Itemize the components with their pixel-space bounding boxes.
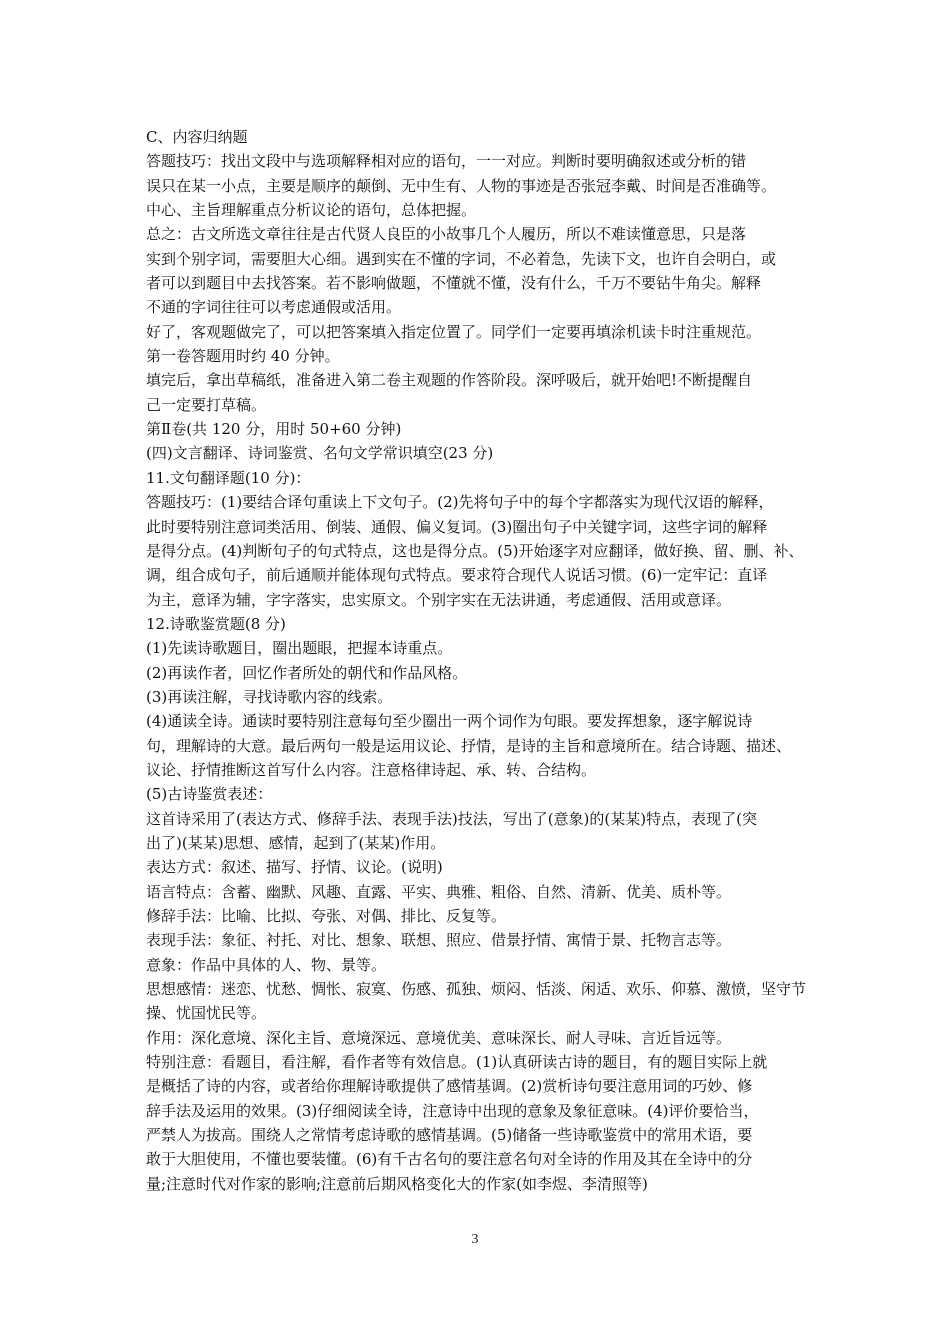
- section-heading: C、内容归纳题: [146, 128, 248, 146]
- text-line: 者可以到题目中去找答案。若不影响做题，不懂就不懂，没有什么，千万不要钻牛角尖。解释: [146, 274, 762, 293]
- text-line: 己一定要打草稿。: [146, 395, 267, 414]
- text-line: 表达方式：叙述、描写、抒情、议论。(说明): [146, 858, 443, 877]
- text-line: 填完后，拿出草稿纸，准备进入第二卷主观题的作答阶段。深呼吸后，就开始吧!不断提醒自: [146, 371, 753, 390]
- section-heading: 第Ⅱ卷(共 120 分，用时 50+60 分钟): [146, 420, 402, 439]
- text-line: 语言特点：含蓄、幽默、风趣、直露、平实、典雅、粗俗、自然、清新、优美、质朴等。: [146, 882, 732, 901]
- text-line: 答题技巧：(1)要结合译句重读上下文句子。(2)先将句子中的每个字都落实为现代汉语的解释，: [146, 493, 774, 512]
- text-line: 句，理解诗的大意。最后两句一般是运用议论、抒情，是诗的主旨和意境所在。结合诗题、描述、: [146, 736, 792, 755]
- text-line: 这首诗采用了(表达方式、修辞手法、表现手法)技法，写出了(意象)的(某某)特点，表现了(突: [146, 809, 757, 828]
- text-line: 议论、抒情推断这首写什么内容。注意格律诗起、承、转、合结构。: [146, 760, 597, 779]
- text-line: 调，组合成句子，前后通顺并能体现句式特点。要求符合现代人说话习惯。(6)一定牢记：直译: [146, 566, 768, 585]
- text-line: 好了，客观题做完了，可以把答案填入指定位置了。同学们一定要再填涂机读卡时注重规范。: [146, 322, 762, 341]
- text-line: 总之：古文所选文章往往是古代贤人良臣的小故事几个人履历，所以不难读懂意思，只是落: [146, 225, 747, 244]
- text-line: 作用：深化意境、深化主旨、意境深远、意境优美、意味深长、耐人寻味、言近旨远等。: [146, 1028, 732, 1047]
- text-line: 不通的字词往往可以考虑通假或活用。: [146, 298, 402, 317]
- text-line: 是得分点。(4)判断句子的句式特点，这也是得分点。(5)开始逐字对应翻译，做好换、留、删、补、: [146, 541, 804, 560]
- text-line: 出了)(某某)思想、感情，起到了(某某)作用。: [146, 833, 446, 852]
- text-line: 严禁人为拔高。围绕人之常情考虑诗歌的感情基调。(5)储备一些诗歌鉴赏中的常用术语，要: [146, 1126, 753, 1145]
- text-line: 操、忧国忧民等。: [146, 1004, 267, 1023]
- text-line: 量;注意时代对作家的影响;注意前后期风格变化大的作家(如李煜、李清照等): [146, 1174, 648, 1193]
- text-line: (5)古诗鉴赏表述：: [146, 785, 273, 804]
- text-line: 敢于大胆使用，不懂也要装懂。(6)有千古名句的要注意名句对全诗的作用及其在全诗中的分: [146, 1150, 753, 1169]
- page-number: 3: [471, 1232, 479, 1247]
- text-line: 此时要特别注意词类活用、倒装、通假、偏义复词。(3)圈出句子中关键字词，这些字词的解释: [146, 517, 768, 536]
- text-line: 实到个别字词，需要胆大心细。遇到实在不懂的字词，不必着急，先读下文，也许自会明白，或: [146, 249, 777, 268]
- document-body: [146, 125, 818, 1196]
- text-line: 意象：作品中具体的人、物、景等。: [146, 955, 387, 974]
- text-line: 修辞手法：比喻、比拟、夸张、对偶、排比、反复等。: [146, 907, 507, 925]
- text-line: 答题技巧：找出文段中与选项解释相对应的语句，一一对应。判断时要明确叙述或分析的错: [146, 152, 747, 171]
- text-line: 表现手法：象征、衬托、对比、想象、联想、照应、借景抒情、寓情于景、托物言志等。: [146, 931, 732, 950]
- text-line: 是概括了诗的内容，或者给你理解诗歌提供了感情基调。(2)赏析诗句要注意用词的巧妙、修: [146, 1077, 753, 1096]
- section-heading: (四)文言翻译、诗词鉴赏、名句文学常识填空(23 分): [146, 444, 494, 463]
- text-line: 辞手法及运用的效果。(3)仔细阅读全诗，注意诗中出现的意象及象征意味。(4)评价要恰当，: [146, 1101, 759, 1120]
- text-line: (3)再读注解，寻找诗歌内容的线索。: [146, 687, 393, 706]
- text-line: 误只在某一小点，主要是顺序的颠倒、无中生有、人物的事迹是否张冠李戴、时间是否准确等。: [146, 176, 777, 195]
- text-line: 特别注意：看题目，看注解，看作者等有效信息。(1)认真研读古诗的题目，有的题目实际上就: [146, 1053, 768, 1072]
- text-line: 为主，意译为辅，字字落实，忠实原文。个别字实在无法讲通，考虑通假、活用或意译。: [146, 590, 732, 609]
- text-line: 中心、主旨理解重点分析议论的语句，总体把握。: [146, 201, 477, 220]
- question-heading: 11.文句翻译题(10 分)：: [146, 468, 311, 487]
- text-line: (4)通读全诗。通读时要特别注意每句至少圈出一两个词作为句眼。要发挥想象，逐字解说诗: [146, 712, 753, 731]
- text-line: 第一卷答题用时约 40 分钟。: [146, 347, 340, 366]
- text-line: (2)再读作者，回忆作者所处的朝代和作品风格。: [146, 663, 468, 682]
- text-line: (1)先读诗歌题目，圈出题眼，把握本诗重点。: [146, 639, 453, 658]
- text-line: 思想感情：迷恋、忧愁、惆怅、寂寞、伤感、孤独、烦闷、恬淡、闲适、欢乐、仰慕、激愤，坚守节: [146, 980, 807, 999]
- question-heading: 12.诗歌鉴赏题(8 分): [146, 614, 286, 633]
